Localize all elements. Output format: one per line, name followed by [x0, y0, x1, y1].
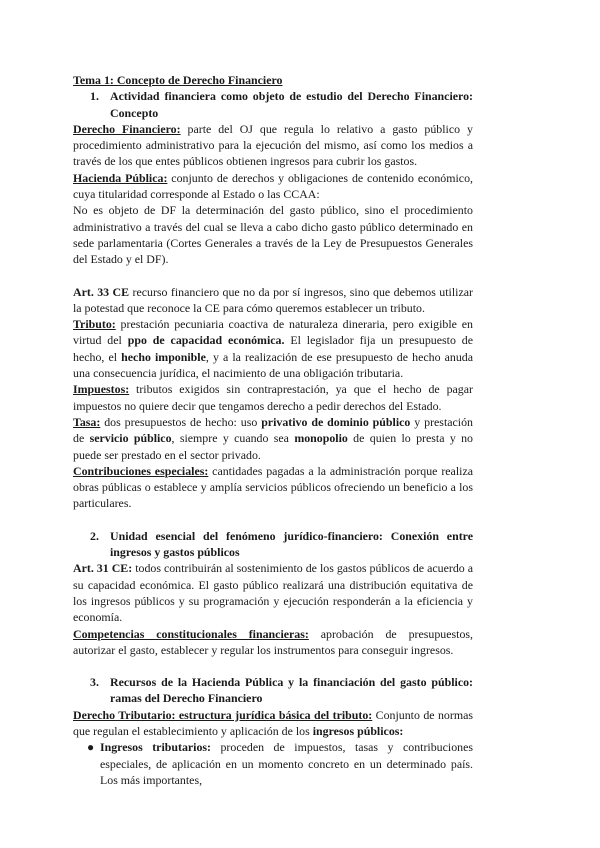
text-run: dos presupuestos de hecho: uso: [100, 414, 262, 429]
text-run: Conjunto de normas que regulan el establecimiento y aplicación de los: [73, 707, 473, 738]
term-competencias: Competencias constitucionales financieras:: [73, 626, 309, 641]
definition-text: tributos exigidos sin contraprestación, ya que el hecho de pagar impuestos no quiere decir que tengamos derecho a pedir derechos del Estado.: [73, 382, 473, 413]
bold-run: privativo de dominio público: [261, 414, 411, 429]
term-tributo: Tributo:: [73, 317, 116, 332]
blank-line: [73, 512, 473, 528]
section-number: 3.: [90, 675, 99, 690]
section-number: 1.: [90, 89, 99, 104]
section-title: Recursos de la Hacienda Pública y la financiación del gasto público: ramas del Derecho Financiero: [110, 675, 473, 706]
term-impuestos: Impuestos:: [73, 382, 130, 397]
paragraph-tasa: [73, 414, 473, 463]
paragraph-contribuciones: [73, 463, 473, 512]
text-run: , y a la realización de ese presupuesto de hecho anuda una consecuencia jurídica, el nacimiento de una obligación tributaria.: [73, 349, 474, 381]
paragraph-tributo: [73, 316, 473, 381]
paragraph-hacienda-publica: [73, 170, 473, 203]
section-number: 2.: [90, 528, 99, 543]
text-run: , siempre y cuando sea: [171, 431, 295, 446]
term-contribuciones-especiales: Contribuciones especiales:: [73, 463, 209, 478]
definition-text: parte del OJ que regula lo relativo a gasto público y procedimiento administrativo para la ejecución del mismo, así como los medios a través de los que entes públicos obtienen ingresos para cubrir los gastos.: [73, 121, 473, 169]
section-heading-2: [73, 528, 473, 561]
bullet-icon: ●: [87, 740, 95, 755]
paragraph-art-33: [73, 284, 473, 317]
bold-run: servicio público: [89, 431, 172, 446]
text-run: prestación pecuniaria coactiva de naturaleza dineraria, pero exigible en virtud del: [73, 317, 473, 348]
bold-run: monopolio: [294, 431, 348, 446]
paragraph-text: todos contribuirán al sostenimiento de los gastos públicos de acuerdo a su capacidad económica. El gasto público realizará una distribución equitativa de los ingresos públicos y su programación y ejecución responderán a la eficiencia y economía.: [73, 561, 473, 625]
paragraph-art-31: [73, 560, 473, 625]
term-derecho-tributario: Derecho Tributario: estructura jurídica básica del tributo:: [73, 707, 373, 722]
text-run: de quien lo presta y no puede ser prestado en el sector privado.: [73, 431, 473, 462]
list-item-text: [100, 739, 473, 788]
paragraph-objeto-df: No es objeto de DF la determinación del gasto público, sino el procedimiento administrativo a través del cual se lleva a cabo dicho gasto público determinado en sede parlamentaria (Cortes Generales a través de la Ley de Presupuestos Generales del Estado y el DF).: [73, 203, 473, 267]
section-title: Actividad financiera como objeto de estudio del Derecho Financiero: Concepto: [110, 89, 473, 120]
bold-run: hecho imponible: [121, 349, 206, 364]
text-run: El legislador fija un presupuesto de hecho, el: [73, 333, 474, 364]
blank-line: [73, 268, 473, 284]
article-ref: Art. 31 CE:: [73, 561, 133, 576]
paragraph-text: recurso financiero que no da por sí ingresos, sino que debemos utilizar la potestad que reconoce la CE para cómo queremos establecer un tributo.: [73, 284, 473, 315]
list-item: [73, 739, 473, 788]
section-heading-1: [73, 88, 473, 121]
bold-run: ppo de capacidad económica.: [127, 333, 285, 348]
term-hacienda-publica: Hacienda Pública:: [73, 170, 168, 185]
bold-run: Ingresos tributarios:: [100, 740, 211, 755]
article-ref: Art. 33 CE: [73, 284, 130, 299]
blank-line: [73, 658, 473, 674]
paragraph-impuestos: [73, 381, 473, 414]
definition-text: conjunto de derechos y obligaciones de contenido económico, cuya titularidad corresponde al Estado o las CCAA:: [73, 170, 473, 202]
section-title: Unidad esencial del fenómeno jurídico-financiero: Conexión entre ingresos y gastos públicos: [110, 528, 473, 560]
paragraph-derecho-tributario: [73, 707, 473, 740]
section-heading-3: [73, 674, 473, 707]
bold-run: ingresos públicos:: [312, 723, 404, 738]
definition-text: aprobación de presupuestos, autorizar el gasto, establecer y regular los instrumentos para conseguir ingresos.: [73, 626, 473, 657]
paragraph-competencias: [73, 626, 473, 659]
paragraph-derecho-financiero: [73, 121, 473, 170]
term-tasa: Tasa:: [73, 414, 101, 429]
definition-text: cantidades pagadas a la administración porque realiza obras públicas o establece y amplía servicios públicos ofreciendo un beneficio a los particulares.: [73, 463, 473, 511]
document-body: [73, 72, 473, 788]
text-run: y prestación de: [73, 414, 473, 446]
term-derecho-financiero: Derecho Financiero:: [73, 121, 181, 136]
topic-title: Tema 1: Concepto de Derecho Financiero: [73, 73, 283, 87]
text-run: proceden de impuestos, tasas y contribuciones especiales, de aplicación en un momento concreto en un determinado país. Los más importantes,: [100, 740, 473, 787]
